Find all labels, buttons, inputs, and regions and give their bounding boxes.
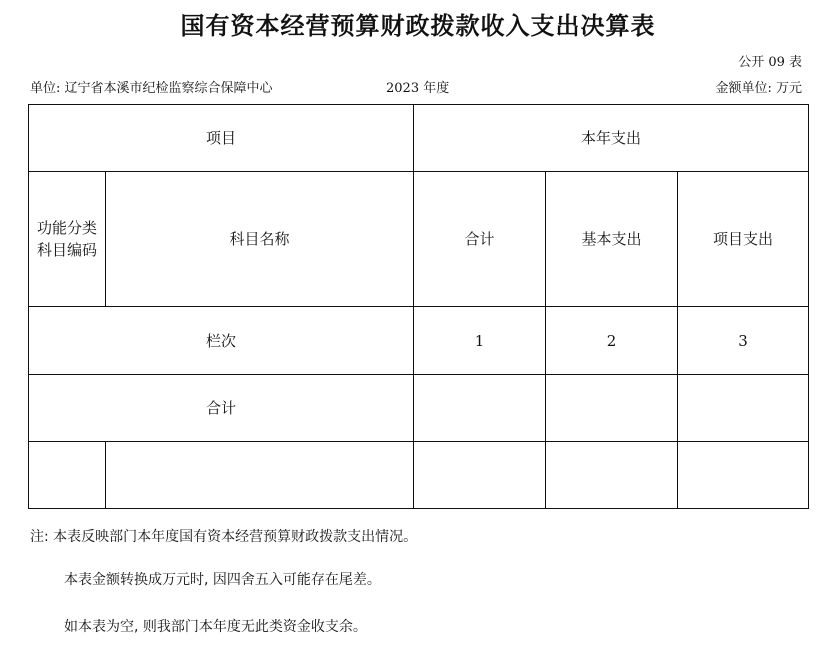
column-index-1: 1 — [414, 307, 546, 375]
total-project-cell — [678, 375, 809, 442]
note-line-1: 注: 本表反映部门本年度国有资本经营预算财政拨款支出情况。 — [30, 529, 418, 545]
column-index-row — [29, 307, 809, 375]
column-index-2: 2 — [546, 307, 678, 375]
total-value-cell — [414, 375, 546, 442]
empty-project-cell — [678, 442, 809, 509]
form-code: 公开 09 表 — [738, 55, 802, 70]
column-index-label: 栏次 — [29, 307, 414, 375]
col-total-header: 合计 — [414, 172, 546, 307]
column-header-row — [29, 172, 809, 307]
header-row — [29, 105, 809, 172]
reporting-unit: 单位: 辽宁省本溪市纪检监察综合保障中心 — [30, 81, 273, 96]
col-code-line1: 功能分类 — [36, 219, 97, 237]
col-subject-name-header: 科目名称 — [106, 172, 414, 307]
total-row — [29, 375, 809, 442]
header-item: 项目 — [29, 105, 414, 172]
col-function-code-header — [29, 172, 106, 307]
col-project-expense-header: 项目支出 — [678, 172, 809, 307]
total-basic-cell — [546, 375, 678, 442]
report-table — [28, 104, 809, 509]
header-current-year-expense: 本年支出 — [414, 105, 809, 172]
col-basic-expense-header: 基本支出 — [546, 172, 678, 307]
empty-name-cell — [106, 442, 414, 509]
reporting-year: 2023 年度 — [386, 81, 450, 96]
note-line-2: 本表金额转换成万元时, 因四舍五入可能存在尾差。 — [64, 572, 381, 588]
report-title: 国有资本经营预算财政拨款收入支出决算表 — [180, 12, 656, 40]
total-row-label: 合计 — [29, 375, 414, 442]
empty-total-cell — [414, 442, 546, 509]
col-code-line2: 科目编码 — [36, 241, 97, 259]
empty-code-cell — [29, 442, 106, 509]
note-line-3: 如本表为空, 则我部门本年度无此类资金收支余。 — [64, 619, 367, 635]
empty-basic-cell — [546, 442, 678, 509]
table-row — [29, 442, 809, 509]
amount-unit: 金额单位: 万元 — [715, 81, 802, 96]
column-index-3: 3 — [678, 307, 809, 375]
